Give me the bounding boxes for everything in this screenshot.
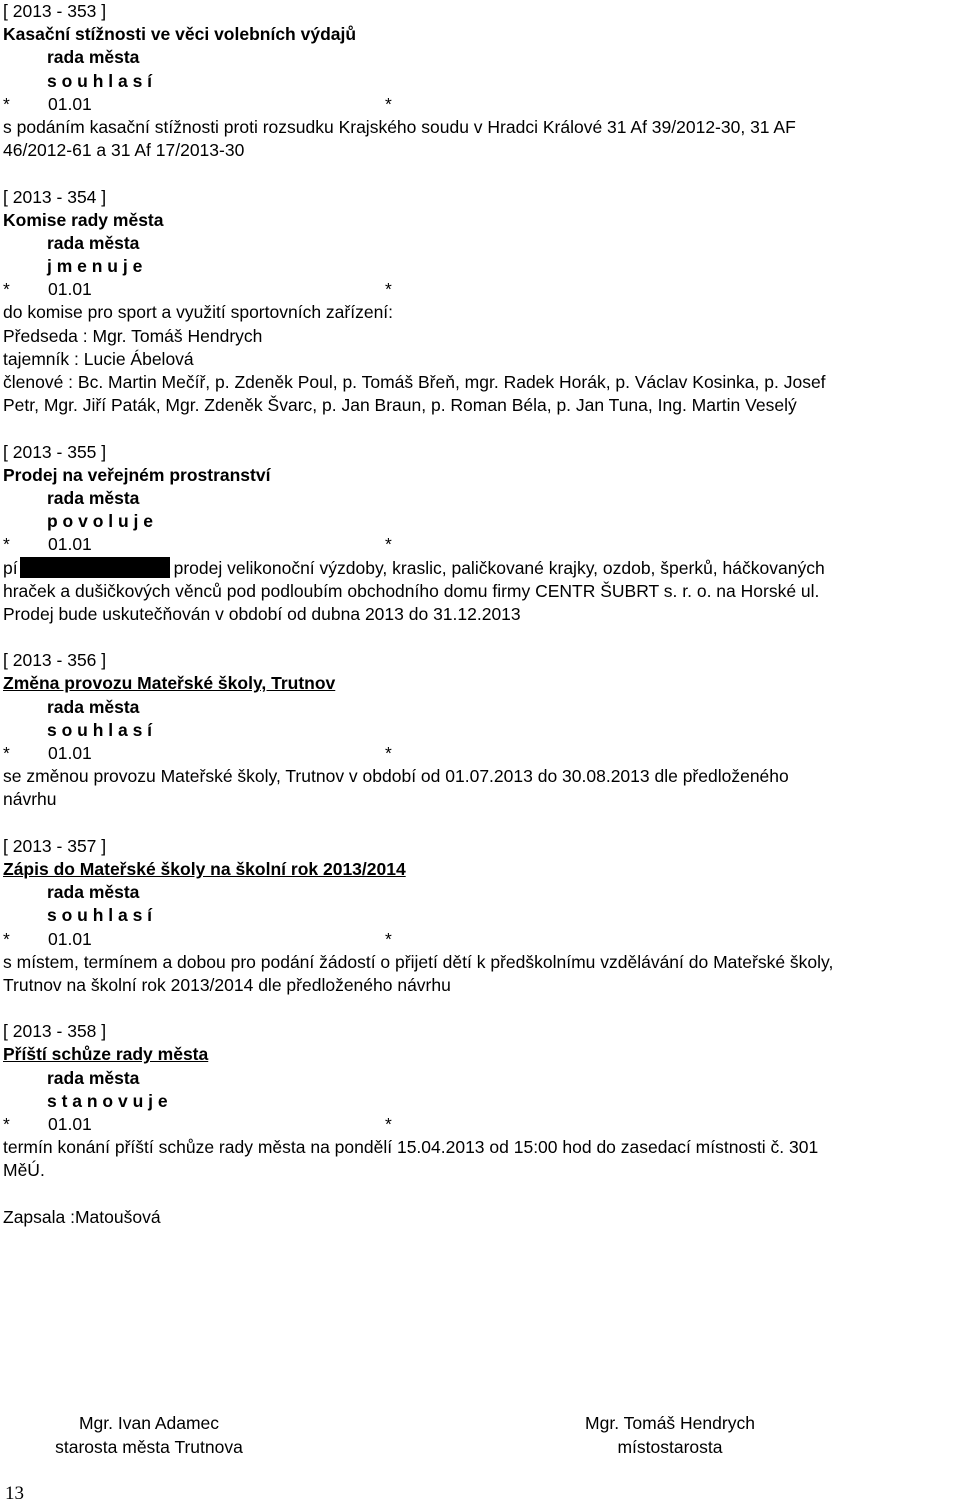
resolution-verb: s o u h l a s í [47,70,153,91]
resolution-verb: s o u h l a s í [47,905,153,926]
resolution-title: Zápis do Mateřské školy na školní rok 2013/2014 [3,858,406,879]
text-rest: prodej velikonoční výzdoby, kraslic, paličkované krajky, ozdob, šperků, háčkovaných [173,557,825,578]
signature-left [40,1411,258,1459]
resolution-body: rada města [47,232,140,253]
resolution-text-line: Prodej bude uskutečňován v období od dubna 2013 do 31.12.2013 [3,603,521,624]
resolution-body: rada města [47,487,140,508]
resolution-text-line: termín konání příští schůze rady města na pondělí 15.04.2013 od 15:00 hod do zasedací místnosti č. 301 [3,1137,819,1158]
resolution-356 [3,649,958,811]
resolution-verb: s t a n o v u j e [47,1090,168,1111]
vote-number: 01.01 [48,534,92,555]
signature-role: starosta města Trutnova [55,1437,243,1457]
vote-star-left: * [3,93,10,114]
vote-star-left: * [3,279,10,300]
resolution-title: Kasační stížnosti ve věci volebních výdajů [3,24,357,45]
resolution-text-line: návrhu [3,789,57,810]
vote-number: 01.01 [48,928,92,949]
resolution-text-line: s místem, termínem a dobou pro podání žádostí o přijetí dětí k předškolnímu vzdělávání do Mateřské školy, [3,951,834,972]
vote-star-right: * [385,743,392,763]
resolution-text-line: do komise pro sport a využití sportovních zařízení: [3,302,394,323]
resolution-text-line: 46/2012-61 a 31 Af 17/2013-30 [3,140,245,161]
resolution-text-line: MěÚ. [3,1160,45,1181]
resolution-verb: j m e n u j e [47,256,143,277]
signature-name: Mgr. Tomáš Hendrych [585,1413,755,1433]
vote-star-left: * [3,743,10,763]
resolution-title: Prodej na veřejném prostranství [3,464,271,485]
resolution-text-line: členové : Bc. Martin Mečíř, p. Zdeněk Poul, p. Tomáš Břeň, mgr. Radek Horák, p. Václav Kosinka, p. Josef [3,372,826,392]
resolution-357 [3,835,958,997]
resolution-vote [3,533,958,556]
resolution-verb: s o u h l a s í [47,719,153,740]
resolution-text-line: hraček a dušičkových věnců pod podloubím obchodního domu firmy CENTR ŠUBRT s. r. o. na Horské ul. [3,580,820,601]
resolution-verb: p o v o l u j e [47,511,153,532]
resolution-ref: [ 2013 - 358 ] [3,1021,107,1042]
resolution-title: Komise rady města [3,209,164,230]
signature-name: Mgr. Ivan Adamec [78,1413,220,1433]
vote-star-right: * [385,93,392,114]
vote-number: 01.01 [48,743,92,763]
resolution-text-line: tajemník : Lucie Ábelová [3,348,194,369]
resolution-text-line: Petr, Mgr. Jiří Paták, Mgr. Zdeněk Švarc, p. Jan Braun, p. Roman Béla, p. Jan Tuna, Ing. Martin Veselý [3,395,797,416]
page-number: 13 [5,1483,24,1504]
recorder-line: Zapsala :Matoušová [3,1206,161,1227]
vote-number: 01.01 [48,1114,92,1134]
resolution-text-line: s podáním kasační stížnosti proti rozsudku Krajského soudu v Hradci Králové 31 Af 39/2012-30, 31 AF [3,116,796,137]
vote-number: 01.01 [48,93,92,114]
vote-star-right: * [385,928,392,949]
vote-star-right: * [385,279,392,300]
vote-star-left: * [3,1114,10,1134]
resolution-ref: [ 2013 - 357 ] [3,835,107,856]
vote-star-left: * [3,928,10,949]
vote-number: 01.01 [48,279,92,300]
resolution-body: rada města [47,696,140,717]
resolution-body: rada města [47,47,140,68]
resolution-vote [3,928,958,951]
vote-star-right: * [385,534,392,555]
resolution-text-line: Trutnov na školní rok 2013/2014 dle předloženého návrhu [3,974,451,995]
resolution-ref: [ 2013 - 353 ] [3,1,107,21]
resolution-title: Změna provozu Mateřské školy, Trutnov [3,673,336,694]
text-prefix: pí [3,557,18,578]
resolution-text-line: se změnou provozu Mateřské školy, Trutnov v období od 01.07.2013 do 30.08.2013 dle předloženého [3,766,789,787]
redaction-block [20,557,170,578]
resolution-355 [3,441,958,627]
vote-star-left: * [3,534,10,555]
resolution-body: rada města [47,1067,140,1088]
resolution-title: Příští schůze rady města [3,1044,209,1065]
resolution-vote [3,742,958,765]
resolution-body: rada města [47,882,140,903]
minutes-page [3,0,958,1229]
resolution-ref: [ 2013 - 356 ] [3,650,107,671]
resolution-vote [3,1113,958,1136]
resolution-358 [3,1020,958,1182]
vote-star-right: * [385,1114,392,1134]
resolution-354 [3,186,958,418]
resolution-ref: [ 2013 - 355 ] [3,441,107,462]
resolution-vote [3,93,958,116]
resolution-text-line: Předseda : Mgr. Tomáš Hendrych [3,325,263,346]
resolution-vote [3,278,958,301]
resolution-353 [3,0,958,162]
resolution-text-line [3,557,958,580]
resolution-ref: [ 2013 - 354 ] [3,186,107,207]
signature-right [560,1411,780,1459]
signature-role: místostarosta [617,1437,723,1457]
